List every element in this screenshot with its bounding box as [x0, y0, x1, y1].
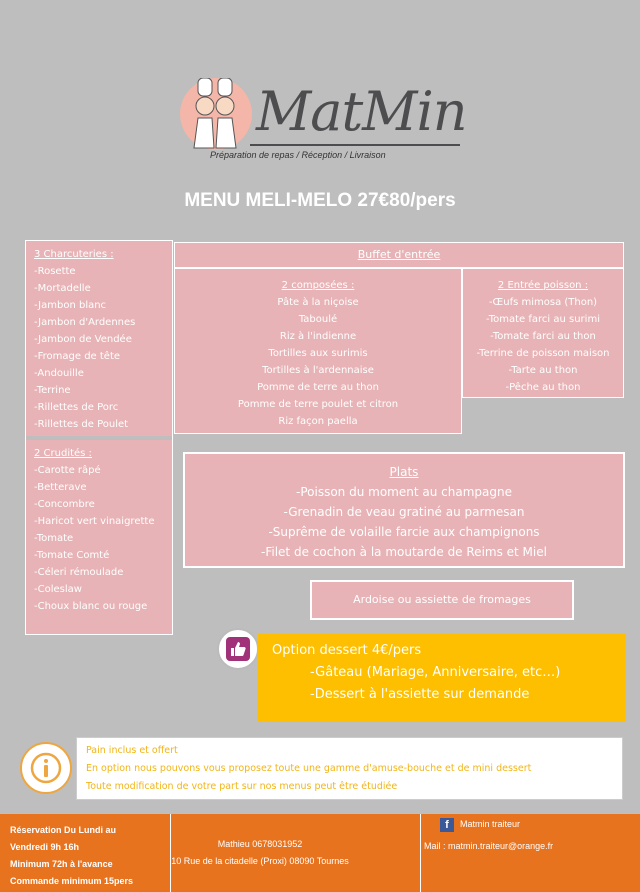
charcuterie-item: -Rosette — [34, 266, 76, 277]
dessert-item: -Gâteau (Mariage, Anniversaire, etc…) — [310, 665, 561, 680]
info-line: En option nous pouvons vous proposez toute une gamme d'amuse-bouche et de mini dessert — [86, 763, 532, 774]
composee-item: Pomme de terre poulet et citron — [237, 399, 399, 410]
footer-divider — [420, 814, 421, 892]
plat-item: -Suprême de volaille farcie aux champignons — [268, 525, 540, 539]
plat-item: -Filet de cochon à la moutarde de Reims et Miel — [261, 545, 547, 559]
info-line: Toute modification de votre part sur nos menus peut être étudiée — [86, 781, 398, 792]
charcuterie-item: -Jambon blanc — [34, 300, 107, 311]
facebook-label: Matmin traiteur — [460, 819, 521, 829]
composees-box — [174, 268, 462, 434]
poisson-header: 2 Entrée poisson : — [497, 280, 589, 291]
crudite-item: -Carotte râpé — [34, 465, 101, 476]
reservation-line: Vendredi 9h 16h — [10, 842, 80, 852]
charcuteries-list — [34, 263, 172, 433]
plat-item: -Grenadin de veau gratiné au parmesan — [283, 505, 525, 519]
charcuterie-item: -Andouille — [34, 368, 84, 379]
info-box — [76, 737, 623, 800]
poisson-item: -Œufs mimosa (Thon) — [488, 297, 598, 308]
cheese-option: Ardoise ou assiette de fromages — [310, 580, 574, 620]
charcuterie-item: -Jambon d'Ardennes — [34, 317, 136, 328]
crudite-item: -Coleslaw — [34, 584, 82, 595]
crudite-item: -Betterave — [34, 482, 87, 493]
composee-item: Pomme de terre au thon — [257, 382, 379, 393]
plats-box — [183, 452, 625, 568]
charcuterie-item: -Terrine — [34, 385, 71, 396]
plat-item: -Poisson du moment au champagne — [296, 485, 512, 499]
buffet-header — [174, 242, 624, 268]
charcuteries-box — [26, 241, 172, 436]
plats-list — [185, 482, 623, 562]
plats-header: Plats — [389, 465, 419, 479]
charcuterie-item: -Fromage de tête — [34, 351, 121, 362]
menu-title: MENU MELI-MELO 27€80/pers — [184, 190, 456, 211]
composee-item: Riz à l'indienne — [279, 331, 357, 342]
poisson-item: -Tomate farci au surimi — [486, 314, 600, 325]
charcuterie-item: -Jambon de Vendée — [34, 334, 132, 345]
left-column — [25, 240, 173, 635]
charcuterie-item: -Rillettes de Porc — [34, 402, 119, 413]
dessert-option — [258, 634, 626, 722]
tagline: Préparation de repas / Réception / Livraison — [210, 150, 386, 160]
thumbs-up-icon — [217, 628, 259, 670]
crudites-header: 2 Crudités : — [34, 448, 92, 459]
reservation-line: Minimum 72h à l'avance — [10, 859, 113, 869]
contact-info — [160, 836, 360, 870]
composees-header: 2 composées : — [281, 280, 355, 291]
crudite-item: -Céleri rémoulade — [34, 567, 124, 578]
logo — [170, 50, 470, 168]
facebook-icon: f — [440, 818, 454, 832]
crudites-box — [26, 440, 172, 634]
reservation-line: Commande minimum 15pers — [10, 876, 134, 886]
poisson-box — [462, 268, 624, 398]
reservation-line: Réservation Du Lundi au — [10, 825, 117, 835]
dessert-title: Option dessert 4€/pers — [272, 643, 422, 658]
composee-item: Taboulé — [298, 314, 338, 325]
info-line: Pain inclus et offert — [86, 745, 178, 756]
address: 10 Rue de la citadelle (Proxi) 08090 Tournes — [171, 856, 349, 866]
composee-item: Tortilles à l'ardennaise — [262, 365, 374, 376]
poisson-item: -Tarte au thon — [508, 365, 578, 376]
poisson-item: -Pêche au thon — [505, 382, 581, 393]
poisson-item: -Terrine de poisson maison — [476, 348, 610, 359]
reservation-info — [10, 822, 133, 890]
mail-link[interactable]: Mail : matmin.traiteur@orange.fr — [424, 841, 554, 851]
info-icon — [20, 742, 72, 794]
charcuterie-item: -Mortadelle — [34, 283, 91, 294]
dessert-list — [272, 662, 626, 706]
composees-list — [175, 294, 461, 430]
crudite-item: -Haricot vert vinaigrette — [34, 516, 155, 527]
poisson-item: -Tomate farci au thon — [490, 331, 596, 342]
crudite-item: -Concombre — [34, 499, 95, 510]
crudites-list — [34, 462, 172, 615]
crudite-item: -Tomate — [34, 533, 74, 544]
phone: Mathieu 0678031952 — [217, 839, 303, 849]
composee-item: Riz façon paella — [278, 416, 358, 427]
poisson-list — [463, 294, 623, 396]
charcuterie-item: -Rillettes de Poulet — [34, 419, 129, 430]
charcuteries-header: 3 Charcuteries : — [34, 249, 114, 260]
composee-item: Pâte à la niçoise — [277, 297, 359, 308]
buffet-title: Buffet d'entrée — [357, 248, 441, 261]
facebook-link[interactable] — [440, 816, 520, 833]
footer — [0, 814, 640, 892]
composee-item: Tortilles aux surimis — [268, 348, 368, 359]
crudite-item: -Choux blanc ou rouge — [34, 601, 148, 612]
divider — [250, 144, 460, 146]
dessert-item: -Dessert à l'assiette sur demande — [310, 687, 530, 702]
brand-name: MatMin — [256, 80, 467, 143]
chefs-illustration — [180, 78, 252, 150]
crudite-item: -Tomate Comté — [34, 550, 110, 561]
info-list — [86, 742, 622, 796]
